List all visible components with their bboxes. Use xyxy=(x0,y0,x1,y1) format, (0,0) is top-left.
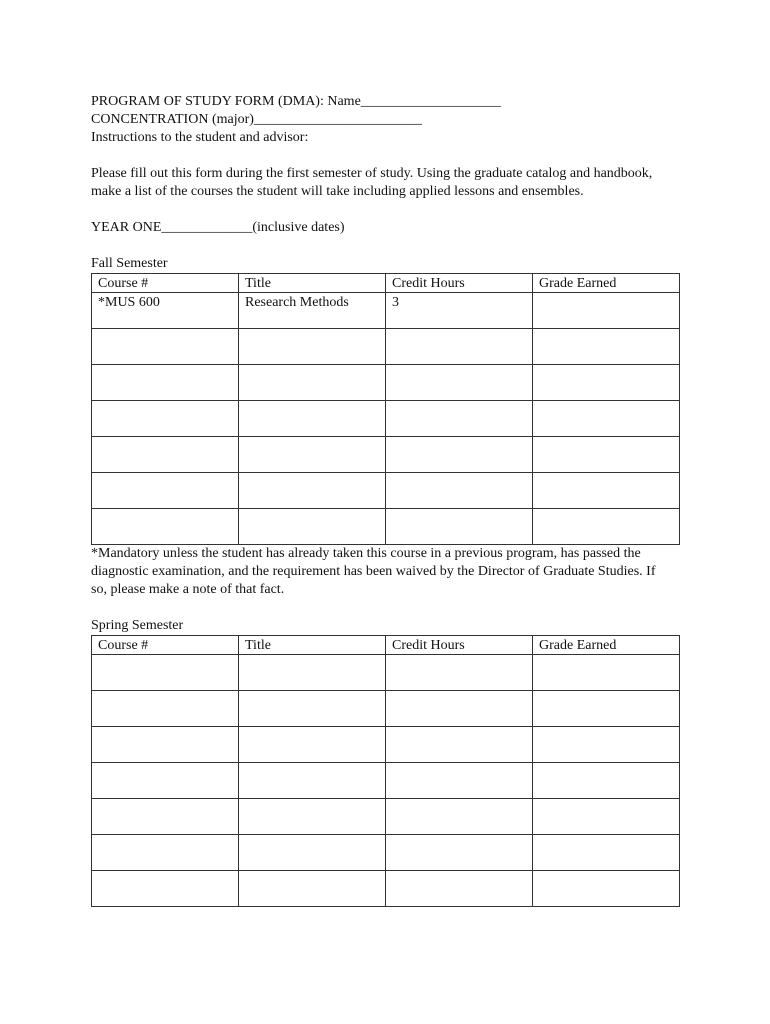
spring-cell-grade[interactable] xyxy=(533,835,680,871)
fall-cell-course[interactable] xyxy=(92,365,239,401)
fall-course-table xyxy=(91,273,680,545)
fall-cell-grade[interactable] xyxy=(533,293,680,329)
spring-semester-label: Spring Semester xyxy=(91,618,184,633)
spring-header-grade-earned: Grade Earned xyxy=(533,636,680,655)
fall-table-row xyxy=(92,293,680,329)
fall-cell-course[interactable] xyxy=(92,437,239,473)
fall-cell-grade[interactable] xyxy=(533,329,680,365)
fall-table-row xyxy=(92,509,680,545)
spring-cell-grade[interactable] xyxy=(533,763,680,799)
fall-cell-title[interactable] xyxy=(239,401,386,437)
fall-table-header-row xyxy=(92,274,680,293)
spring-table-row xyxy=(92,655,680,691)
fall-cell-course[interactable] xyxy=(92,401,239,437)
fall-cell-grade[interactable] xyxy=(533,473,680,509)
fall-cell-title[interactable] xyxy=(239,365,386,401)
fall-cell-grade[interactable] xyxy=(533,509,680,545)
spring-cell-course[interactable] xyxy=(92,691,239,727)
fall-table-row xyxy=(92,401,680,437)
fall-cell-course[interactable] xyxy=(92,329,239,365)
spring-cell-grade[interactable] xyxy=(533,871,680,907)
fall-cell-grade[interactable] xyxy=(533,365,680,401)
fall-cell-course[interactable] xyxy=(92,509,239,545)
spring-table-header-row xyxy=(92,636,680,655)
fall-table-row xyxy=(92,437,680,473)
spring-cell-credit-hours[interactable] xyxy=(386,799,533,835)
spring-table-row xyxy=(92,691,680,727)
fall-table-row xyxy=(92,329,680,365)
fall-cell-title[interactable]: Research Methods xyxy=(239,293,386,329)
spring-cell-course[interactable] xyxy=(92,799,239,835)
spring-cell-course[interactable] xyxy=(92,763,239,799)
spring-cell-credit-hours[interactable] xyxy=(386,691,533,727)
fall-cell-title[interactable] xyxy=(239,437,386,473)
fall-header-course: Course # xyxy=(92,274,239,293)
year-one-label: YEAR ONE_____________(inclusive dates) xyxy=(91,220,345,235)
intro-paragraph: Please fill out this form during the first semester of study. Using the graduate catalog and handbook, make a list of the courses the student will take including applied lessons and ensembles. xyxy=(91,166,653,199)
fall-cell-credit-hours[interactable] xyxy=(386,437,533,473)
spring-table-row xyxy=(92,799,680,835)
fall-cell-title[interactable] xyxy=(239,473,386,509)
fall-cell-grade[interactable] xyxy=(533,437,680,473)
spring-cell-course[interactable] xyxy=(92,655,239,691)
spring-table-row xyxy=(92,871,680,907)
spring-cell-credit-hours[interactable] xyxy=(386,727,533,763)
spring-cell-title[interactable] xyxy=(239,655,386,691)
spring-cell-credit-hours[interactable] xyxy=(386,871,533,907)
spring-table-row xyxy=(92,727,680,763)
spring-cell-course[interactable] xyxy=(92,835,239,871)
mandatory-footnote: *Mandatory unless the student has already taken this course in a previous program, has passed the diagnostic examination, and the requirement has been waived by the Director of Graduate Studies. If so, please make a note of that fact. xyxy=(91,546,656,597)
fall-header-grade-earned: Grade Earned xyxy=(533,274,680,293)
spring-cell-credit-hours[interactable] xyxy=(386,655,533,691)
spring-cell-title[interactable] xyxy=(239,835,386,871)
spring-cell-title[interactable] xyxy=(239,727,386,763)
spring-cell-course[interactable] xyxy=(92,871,239,907)
form-page xyxy=(91,93,681,907)
spring-course-table xyxy=(91,635,680,907)
instructions-heading: Instructions to the student and advisor: xyxy=(91,130,309,145)
spring-cell-title[interactable] xyxy=(239,763,386,799)
fall-cell-credit-hours[interactable] xyxy=(386,329,533,365)
fall-cell-grade[interactable] xyxy=(533,401,680,437)
spring-cell-grade[interactable] xyxy=(533,691,680,727)
spring-table-row xyxy=(92,763,680,799)
spring-cell-grade[interactable] xyxy=(533,727,680,763)
spring-header-credit-hours: Credit Hours xyxy=(386,636,533,655)
spring-cell-title[interactable] xyxy=(239,871,386,907)
spring-header-course: Course # xyxy=(92,636,239,655)
spring-cell-grade[interactable] xyxy=(533,799,680,835)
fall-semester-label: Fall Semester xyxy=(91,256,168,271)
fall-cell-title[interactable] xyxy=(239,509,386,545)
fall-table-row xyxy=(92,365,680,401)
spring-table-row xyxy=(92,835,680,871)
fall-table-row xyxy=(92,473,680,509)
concentration-line: CONCENTRATION (major)________________________ xyxy=(91,112,422,127)
fall-header-credit-hours: Credit Hours xyxy=(386,274,533,293)
spring-cell-title[interactable] xyxy=(239,799,386,835)
fall-cell-credit-hours[interactable] xyxy=(386,365,533,401)
spring-cell-course[interactable] xyxy=(92,727,239,763)
fall-cell-credit-hours[interactable] xyxy=(386,473,533,509)
spring-cell-grade[interactable] xyxy=(533,655,680,691)
fall-cell-title[interactable] xyxy=(239,329,386,365)
fall-cell-course[interactable]: *MUS 600 xyxy=(92,293,239,329)
spring-cell-credit-hours[interactable] xyxy=(386,835,533,871)
fall-header-title: Title xyxy=(239,274,386,293)
fall-cell-course[interactable] xyxy=(92,473,239,509)
fall-cell-credit-hours[interactable] xyxy=(386,401,533,437)
spring-cell-credit-hours[interactable] xyxy=(386,763,533,799)
spring-cell-title[interactable] xyxy=(239,691,386,727)
fall-cell-credit-hours[interactable] xyxy=(386,509,533,545)
fall-cell-credit-hours[interactable]: 3 xyxy=(386,293,533,329)
form-title-name-line: PROGRAM OF STUDY FORM (DMA): Name____________________ xyxy=(91,94,501,109)
spring-header-title: Title xyxy=(239,636,386,655)
